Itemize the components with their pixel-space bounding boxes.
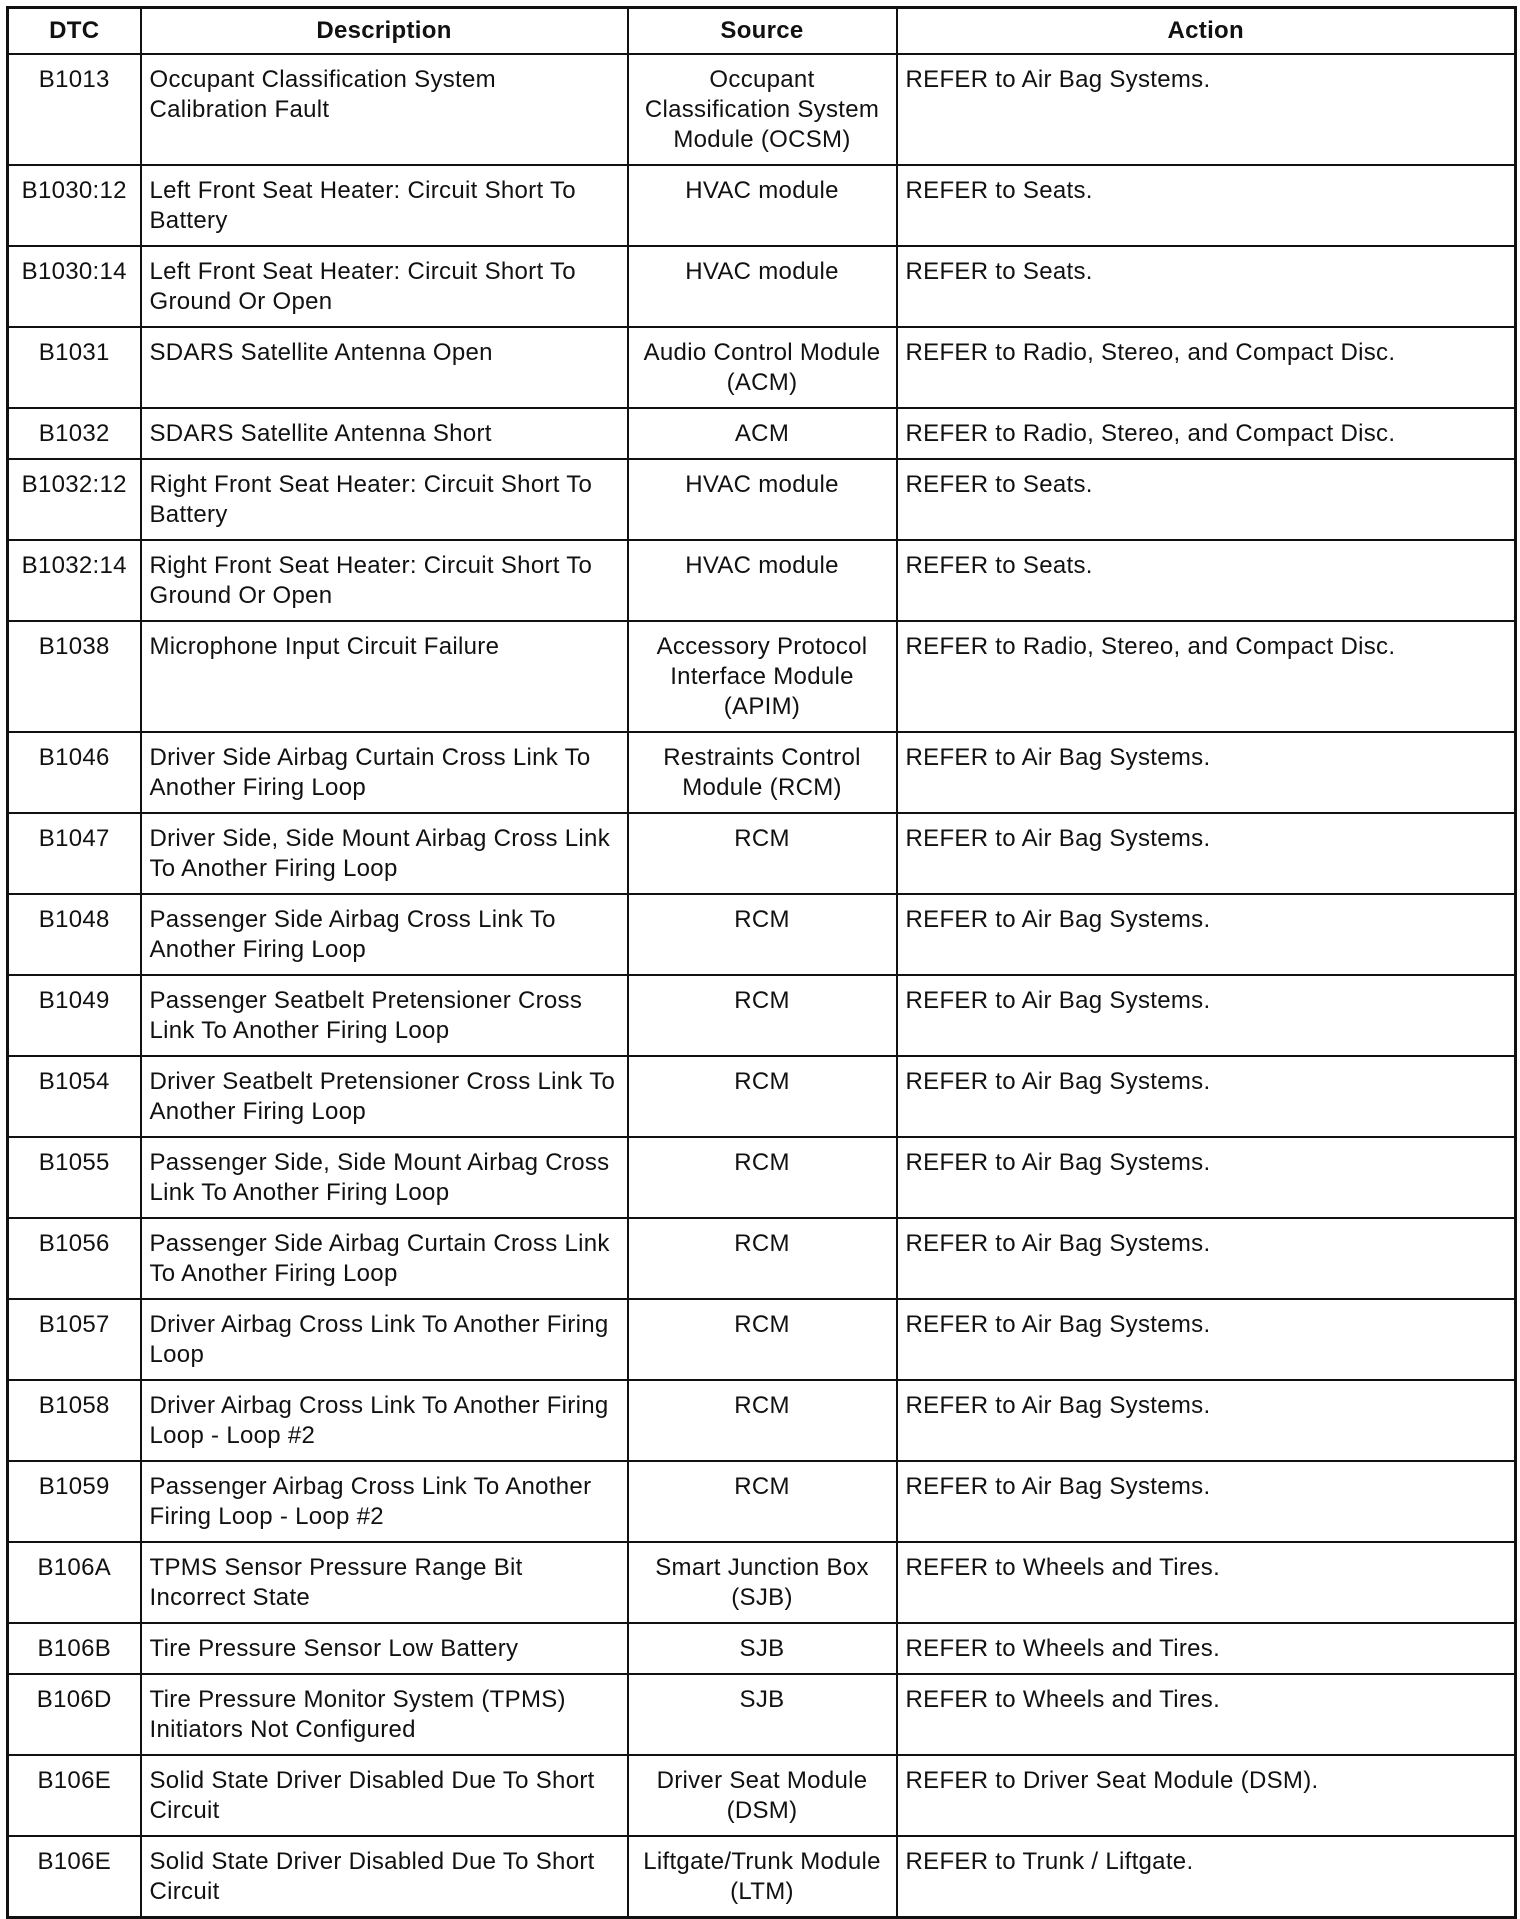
source-cell: RCM (628, 1461, 897, 1542)
table-header (8, 8, 1516, 55)
source-cell: Audio Control Module (ACM) (628, 327, 897, 408)
table-row (8, 1623, 1516, 1674)
action-cell: REFER to Air Bag Systems. (897, 1056, 1516, 1137)
table-row (8, 894, 1516, 975)
action-cell: REFER to Air Bag Systems. (897, 1380, 1516, 1461)
action-cell: REFER to Wheels and Tires. (897, 1674, 1516, 1755)
description-cell: Passenger Airbag Cross Link To Another Firing Loop - Loop #2 (141, 1461, 628, 1542)
description-cell: SDARS Satellite Antenna Open (141, 327, 628, 408)
dtc-code-cell: B1059 (8, 1461, 141, 1542)
source-cell: RCM (628, 894, 897, 975)
source-cell: Smart Junction Box (SJB) (628, 1542, 897, 1623)
source-cell: Restraints Control Module (RCM) (628, 732, 897, 813)
table-body (8, 54, 1516, 1918)
source-cell: Accessory Protocol Interface Module (APIM) (628, 621, 897, 732)
dtc-code-cell: B106A (8, 1542, 141, 1623)
description-cell: Passenger Side, Side Mount Airbag Cross Link To Another Firing Loop (141, 1137, 628, 1218)
action-cell: REFER to Wheels and Tires. (897, 1623, 1516, 1674)
source-cell: RCM (628, 813, 897, 894)
header-source: Source (628, 8, 897, 55)
action-cell: REFER to Radio, Stereo, and Compact Disc. (897, 327, 1516, 408)
dtc-code-cell: B106D (8, 1674, 141, 1755)
source-cell: RCM (628, 1137, 897, 1218)
source-cell: RCM (628, 1218, 897, 1299)
header-dtc: DTC (8, 8, 141, 55)
dtc-code-cell: B1032 (8, 408, 141, 459)
table-row (8, 165, 1516, 246)
action-cell: REFER to Seats. (897, 165, 1516, 246)
description-cell: SDARS Satellite Antenna Short (141, 408, 628, 459)
description-cell: TPMS Sensor Pressure Range Bit Incorrect State (141, 1542, 628, 1623)
table-row (8, 732, 1516, 813)
source-cell: HVAC module (628, 540, 897, 621)
source-cell: RCM (628, 1056, 897, 1137)
header-description: Description (141, 8, 628, 55)
source-cell: HVAC module (628, 246, 897, 327)
dtc-code-cell: B1048 (8, 894, 141, 975)
dtc-code-cell: B1031 (8, 327, 141, 408)
source-cell: Driver Seat Module (DSM) (628, 1755, 897, 1836)
description-cell: Left Front Seat Heater: Circuit Short To Ground Or Open (141, 246, 628, 327)
table-row (8, 1461, 1516, 1542)
dtc-code-cell: B1030:14 (8, 246, 141, 327)
table-row (8, 54, 1516, 165)
dtc-code-cell: B1054 (8, 1056, 141, 1137)
source-cell: SJB (628, 1674, 897, 1755)
description-cell: Passenger Side Airbag Cross Link To Another Firing Loop (141, 894, 628, 975)
action-cell: REFER to Air Bag Systems. (897, 1137, 1516, 1218)
action-cell: REFER to Air Bag Systems. (897, 1461, 1516, 1542)
description-cell: Tire Pressure Monitor System (TPMS) Initiators Not Configured (141, 1674, 628, 1755)
description-cell: Microphone Input Circuit Failure (141, 621, 628, 732)
action-cell: REFER to Air Bag Systems. (897, 732, 1516, 813)
action-cell: REFER to Driver Seat Module (DSM). (897, 1755, 1516, 1836)
description-cell: Right Front Seat Heater: Circuit Short To Battery (141, 459, 628, 540)
dtc-code-cell: B1058 (8, 1380, 141, 1461)
source-cell: RCM (628, 975, 897, 1056)
dtc-code-cell: B1056 (8, 1218, 141, 1299)
source-cell: Occupant Classification System Module (OCSM) (628, 54, 897, 165)
description-cell: Occupant Classification System Calibration Fault (141, 54, 628, 165)
action-cell: REFER to Air Bag Systems. (897, 1218, 1516, 1299)
description-cell: Solid State Driver Disabled Due To Short Circuit (141, 1836, 628, 1918)
description-cell: Driver Airbag Cross Link To Another Firing Loop (141, 1299, 628, 1380)
action-cell: REFER to Air Bag Systems. (897, 813, 1516, 894)
action-cell: REFER to Seats. (897, 459, 1516, 540)
table-row (8, 975, 1516, 1056)
description-cell: Passenger Seatbelt Pretensioner Cross Link To Another Firing Loop (141, 975, 628, 1056)
action-cell: REFER to Radio, Stereo, and Compact Disc. (897, 408, 1516, 459)
table-row (8, 459, 1516, 540)
table-row (8, 1137, 1516, 1218)
source-cell: HVAC module (628, 165, 897, 246)
dtc-code-cell: B1032:14 (8, 540, 141, 621)
description-cell: Left Front Seat Heater: Circuit Short To Battery (141, 165, 628, 246)
action-cell: REFER to Air Bag Systems. (897, 1299, 1516, 1380)
description-cell: Driver Side, Side Mount Airbag Cross Link To Another Firing Loop (141, 813, 628, 894)
header-action: Action (897, 8, 1516, 55)
source-cell: SJB (628, 1623, 897, 1674)
dtc-code-cell: B1057 (8, 1299, 141, 1380)
dtc-code-cell: B1049 (8, 975, 141, 1056)
dtc-code-cell: B106B (8, 1623, 141, 1674)
dtc-code-cell: B1038 (8, 621, 141, 732)
action-cell: REFER to Seats. (897, 540, 1516, 621)
table-row (8, 246, 1516, 327)
table-row (8, 1218, 1516, 1299)
table-row (8, 1674, 1516, 1755)
table-row (8, 1299, 1516, 1380)
dtc-code-cell: B1013 (8, 54, 141, 165)
dtc-code-cell: B1032:12 (8, 459, 141, 540)
dtc-code-cell: B1046 (8, 732, 141, 813)
header-row (8, 8, 1516, 55)
description-cell: Driver Airbag Cross Link To Another Firing Loop - Loop #2 (141, 1380, 628, 1461)
table-row (8, 1836, 1516, 1918)
dtc-code-cell: B1055 (8, 1137, 141, 1218)
source-cell: RCM (628, 1380, 897, 1461)
dtc-code-cell: B1030:12 (8, 165, 141, 246)
source-cell: ACM (628, 408, 897, 459)
dtc-code-cell: B1047 (8, 813, 141, 894)
table-row (8, 408, 1516, 459)
table-row (8, 540, 1516, 621)
dtc-code-cell: B106E (8, 1836, 141, 1918)
source-cell: RCM (628, 1299, 897, 1380)
source-cell: HVAC module (628, 459, 897, 540)
table-row (8, 1755, 1516, 1836)
action-cell: REFER to Seats. (897, 246, 1516, 327)
table-row (8, 327, 1516, 408)
table-row (8, 1542, 1516, 1623)
table-row (8, 813, 1516, 894)
description-cell: Driver Seatbelt Pretensioner Cross Link To Another Firing Loop (141, 1056, 628, 1137)
description-cell: Right Front Seat Heater: Circuit Short To Ground Or Open (141, 540, 628, 621)
action-cell: REFER to Air Bag Systems. (897, 54, 1516, 165)
description-cell: Driver Side Airbag Curtain Cross Link To Another Firing Loop (141, 732, 628, 813)
action-cell: REFER to Trunk / Liftgate. (897, 1836, 1516, 1918)
action-cell: REFER to Wheels and Tires. (897, 1542, 1516, 1623)
table-row (8, 1380, 1516, 1461)
source-cell: Liftgate/Trunk Module (LTM) (628, 1836, 897, 1918)
description-cell: Solid State Driver Disabled Due To Short Circuit (141, 1755, 628, 1836)
action-cell: REFER to Radio, Stereo, and Compact Disc. (897, 621, 1516, 732)
description-cell: Tire Pressure Sensor Low Battery (141, 1623, 628, 1674)
action-cell: REFER to Air Bag Systems. (897, 975, 1516, 1056)
description-cell: Passenger Side Airbag Curtain Cross Link To Another Firing Loop (141, 1218, 628, 1299)
dtc-table (6, 6, 1517, 1919)
table-row (8, 621, 1516, 732)
table-row (8, 1056, 1516, 1137)
dtc-code-cell: B106E (8, 1755, 141, 1836)
action-cell: REFER to Air Bag Systems. (897, 894, 1516, 975)
